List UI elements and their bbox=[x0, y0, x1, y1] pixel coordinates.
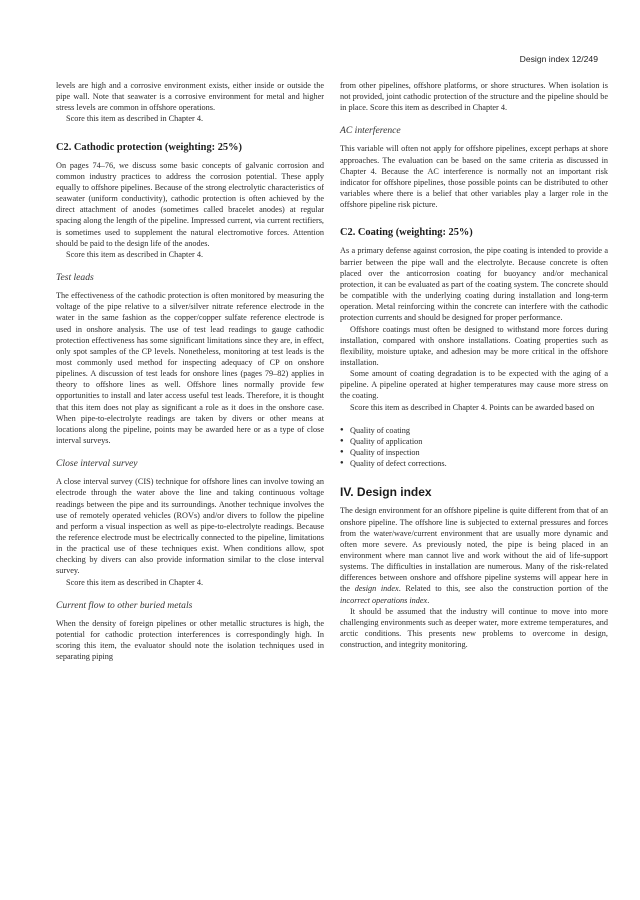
running-head: Design index 12/249 bbox=[519, 54, 598, 64]
emphasis-text: design index bbox=[354, 584, 399, 594]
paragraph: Score this item as described in Chapter 4. bbox=[66, 249, 204, 259]
list-item: ● Quality of application bbox=[340, 436, 608, 447]
subheading-ac-interference: AC interference bbox=[340, 125, 401, 137]
list-item: ● Quality of coating bbox=[340, 425, 608, 436]
left-column bbox=[56, 80, 324, 662]
list-item: ● Quality of inspection bbox=[340, 447, 608, 458]
section-heading-design-index: IV. Design index bbox=[340, 485, 432, 500]
paragraph: It should be assumed that the industry will continue to move into more challenging environments such as deeper water, more extreme temperatures, and arctic conditions. This presents new problems to overcome in design, construction, and integrity monitoring. bbox=[340, 606, 608, 650]
subheading-close-interval-survey: Close interval survey bbox=[56, 458, 138, 470]
list-item: ● Quality of defect corrections. bbox=[340, 458, 608, 469]
paragraph: Some amount of coating degradation is to be expected with the aging of a pipeline. A pipeline operated at higher temperatures may cause more stress on the coating. bbox=[340, 369, 608, 401]
subheading-current-flow: Current flow to other buried metals bbox=[56, 599, 193, 611]
subheading-test-leads: Test leads bbox=[56, 272, 94, 284]
paragraph: On pages 74–76, we discuss some basic concepts of galvanic corrosion and common industry practices to address the corrosion potential. These apply equally to offshore pipelines. Because of the strong electrolytic characteristics of seawater (uniform conductivity), cathodic protection is often achieved by the direct attachment of anodes (sometimes called bracelet anodes) at regular spacing along the length of the pipeline. Impressed current, via current rectifiers, is sometimes used to supplement the natural electromotive forces. Attention should be paid to the design life of the anodes. bbox=[56, 160, 324, 248]
paragraph: levels are high and a corrosive environment exists, either inside or outside the pipe wall. Note that seawater is a corrosive environment for metal and higher stress levels are common in offshore operations. bbox=[56, 81, 324, 113]
paragraph: Score this item as described in Chapter 4. Points can be awarded based on bbox=[350, 402, 595, 412]
right-column bbox=[340, 80, 608, 650]
text-run: The design environment for an offshore pipeline is quite different from that of an onshore pipeline. The offshore line is subjected to external pressures and forces from the water/wave/current environment that are usually more dynamic and often more severe. As previously noted, the pipe is being placed in an environment where man cannot live and work without the aid of life-support systems. The difficulties in installation are numerous. Many of the risk-related differences between onshore and offshore pipeline systems will appear here in the bbox=[340, 506, 608, 594]
text-run: . Related to this, see also the construction portion of the bbox=[398, 584, 608, 594]
paragraph: As a primary defense against corrosion, the pipe coating is intended to provide a barrier between the pipe wall and the electrolyte. Because concrete is often placed over the anticorrosion coating for buoyancy and/or mechanical protection, it can be evaluated as part of the coating system. The concrete should be compatible with the underlying coating during installation and long-term operation. Metal reinforcing within the concrete can interfere with the cathodic protection currents and should be designed for proper performance. bbox=[340, 246, 608, 323]
emphasis-text: incorrect operations index bbox=[340, 595, 428, 605]
paragraph: Offshore coatings must often be designed to withstand more forces during installation, compared with onshore installations. Coating properties such as flexibility, moisture uptake, and adhesion may be more critical in the offshore installation. bbox=[340, 324, 608, 367]
bullet-list bbox=[340, 425, 608, 470]
paragraph: Score this item as described in Chapter 4. bbox=[66, 577, 204, 587]
paragraph: Score this item as described in Chapter 4. bbox=[66, 114, 204, 124]
paragraph: The effectiveness of the cathodic protection is often monitored by measuring the voltage of the pipe relative to a silver/silver nitrate reference electrode in the water in the same fashion as the copper/copper sulfate reference electrode is used in onshore analysis. The use of test lead readings to gauge cathodic protection effectiveness has some significant limitations since they are, in effect, only spot samples of the CP levels. Nonetheless, monitoring at test leads is the most commonly used method for inspecting adequacy of CP on onshore pipelines. A discussion of test leads for onshore lines (pages 79–82) applies in theory to offshore lines as well. Offshore lines normally provide few opportunities to install and later access useful test leads. Therefore, it is thought that this item does not play as significant a role as it does in the onshore case. When pipe-to-electrolyte readings are taken by divers or other means at locations along the pipeline, points may be awarded here or as a type of close interval surveys. bbox=[56, 291, 324, 446]
section-heading-cathodic-protection: C2. Cathodic protection (weighting: 25%) bbox=[56, 141, 242, 153]
paragraph: When the density of foreign pipelines or other metallic structures is high, the potential for cathodic protection interferences is correspondingly high. In scoring this item, the evaluator should note the isolation techniques used in separating piping bbox=[56, 618, 324, 662]
paragraph: This variable will often not apply for offshore pipelines, except perhaps at shore approaches. The evaluation can be based on the same criteria as discussed in Chapter 4. Because the AC interference is normally not an important risk indicator for offshore pipelines, those possible points can be distributed to other variables where there is a belief that other variables play a larger role in the offshore pipeline risk picture. bbox=[340, 144, 608, 210]
paragraph: from other pipelines, offshore platforms, or shore structures. When isolation is not provided, joint cathodic protection of the structure and the pipeline should be in place. Score this item as described in Chapter 4. bbox=[340, 81, 608, 113]
paragraph: A close interval survey (CIS) technique for offshore lines can involve towing an electrode through the water above the line and taking continuous voltage readings between the pipe and its surroundings. Another technique involves the use of remotely operated vehicles (ROVs) and/or divers to follow the pipeline and perform a visual inspection as well as pipe-to-electrolyte readings. Because the reference electrode must be electrically connected to the pipeline, limitations in the practical use of these techniques exist. When conditions allow, spot checking by divers can also provide information similar to the close interval survey. bbox=[56, 477, 324, 576]
text-run: . bbox=[427, 595, 430, 605]
section-heading-coating: C2. Coating (weighting: 25%) bbox=[340, 227, 473, 239]
paragraph bbox=[340, 505, 608, 605]
